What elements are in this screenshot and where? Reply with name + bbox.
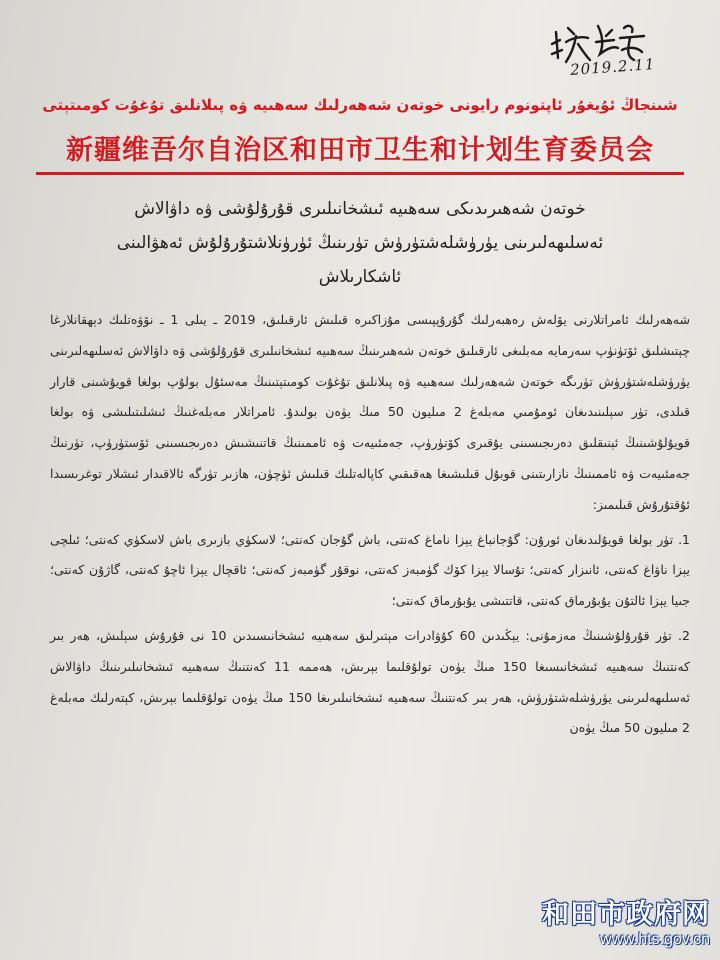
body-paragraph: 2. تۈر قۇرۇلۇشىنىڭ مەزمۇنى: يېڭىدىن 60 كۇۋادرات مېتىرلىق سەھىيە ئىشخانىسىدىن 10 نى قۇرۇش سېلىش، ھەر بىر كەنتنىڭ سەھىيە ئىشخانىسىغا 150 مىڭ يۈەن تولۇقلىما بېرىش، ھەممە 11 كەنتنىڭ سەھىيە ئىشخانىلىرىنىڭ داۋالاش ئەسلىھەلىرىنى يۈرۈشلەشتۈرۈش، ھەر بىر كەنتنىڭ سەھىيە ئىشخانىلىرىغا 150 مىڭ يۈەن تولۇقلىما بېرىش، كېتەرلىك مەبلەغ 2 مىليون 50 مىڭ يۈەن <box>50 627 690 736</box>
letterhead-chinese: 新疆维吾尔自治区和田市卫生和计划生育委员会 <box>66 135 654 166</box>
letterhead-uyghur: شىنجاڭ ئۇيغۇر ئاپتونوم رايونى خوتەن شەھەرلىك سەھىيە ۋە پىلانلىق تۇغۇت كومىتېتى <box>42 96 678 114</box>
title-line: ئاشكارىلاش <box>318 267 402 287</box>
signature-date: 2019.2.11 <box>569 55 656 79</box>
watermark-site-name: 和田市政府网 <box>542 899 710 930</box>
body-paragraph: شەھەرلىك ئامراتلارنى يۆلەش رەھبەرلىك گۇرۇپپىسى مۇزاكىرە قىلىش ئارقىلىق، 2019 ـ يىلى 1 ـ نۆۋەتلىك دېھقانلارغا چېتىشلىق ئۆتۈنۈپ سەرمايە مەبلىغى ئارقىلىق خوتەن شەھىرىنىڭ سەھىيە ئىشخانىلىرى قۇرۇلۇشى ۋە داۋالاش ئەسلىھەلىرىنى يۈرۈشلەشتۈرۈش تۈرىگە خوتەن شەھەرلىك سەھىيە ۋە پىلانلىق تۇغۇت كومىتېتىنىڭ مەسئۇل بولۇپ بولغا قويۇشىنى قارار قىلدى، تۈر سېلىنىدىغان ئومۇمىي مەبلەغ 2 مىليون 50 مىڭ يۈەن بولىدۇ. ئامراتلار مەبلەغنىڭ ئىشلىتىلىشى ۋە بولغا قويۇلۇشىنىڭ ئېنىقلىق دەرىجىسىنى يۇقىرى كۆتۈرۈپ، جەمئىيەت ۋە ئاممىنىڭ قاتنىشىش دەرىجىسىنى ئۆستۈرۈپ، تۈرنىڭ جەمئىيەت ۋە ئاممىنىڭ نازارىتىنى قوبۇل قىلىشىغا ھەقىقىي كاپالەتلىك قىلىش ئۈچۈن، ھازىر تۈرگە ئالاقىدار ئىشلار توغرىسىدا ئۇقتۇرۇش قىلىمىز: <box>50 312 691 512</box>
site-watermark <box>500 892 710 949</box>
body-paragraph: 1. تۈر بولغا قويۇلىدىغان ئورۇن: گۇجانباغ يېزا ناماغ كەنتى، باش گۇجان كەنتى؛ لاسكۈي بازىرى باش لاسكۈي كەنتى؛ ئىلچى يېزا ناۋاغ كەنتى، ئانىزار كەنتى؛ تۇسالا يېزا كۆك گۈمبەز كەنتى، نوقۇر گۈمبەز كەنتى؛ ئاقچال يېزا ئاچۇ كەنتى، گاژۇن كەنتى؛ جىيا يېزا ئالتۇن يۇبۇرماق كەنتى، قاتتىشى يۇبۇرماق كەنتى؛ <box>50 531 690 609</box>
watermark-url: www.hts.gov.cn <box>600 931 710 948</box>
title-line: ئەسلىھەلىرىنى يۈرۈشلەشتۈرۈش تۈرىنىڭ ئۈرۈنلاشتۇرۇلۇش ئەھۋالىنى <box>116 233 604 253</box>
letterhead-divider <box>36 172 684 175</box>
document-title <box>60 192 660 294</box>
document-body <box>50 305 690 744</box>
title-line: خوتەن شەھىرىدىكى سەھىيە ئىشخانىلىرى قۇرۇلۇشى ۋە داۋالاش <box>134 199 586 219</box>
